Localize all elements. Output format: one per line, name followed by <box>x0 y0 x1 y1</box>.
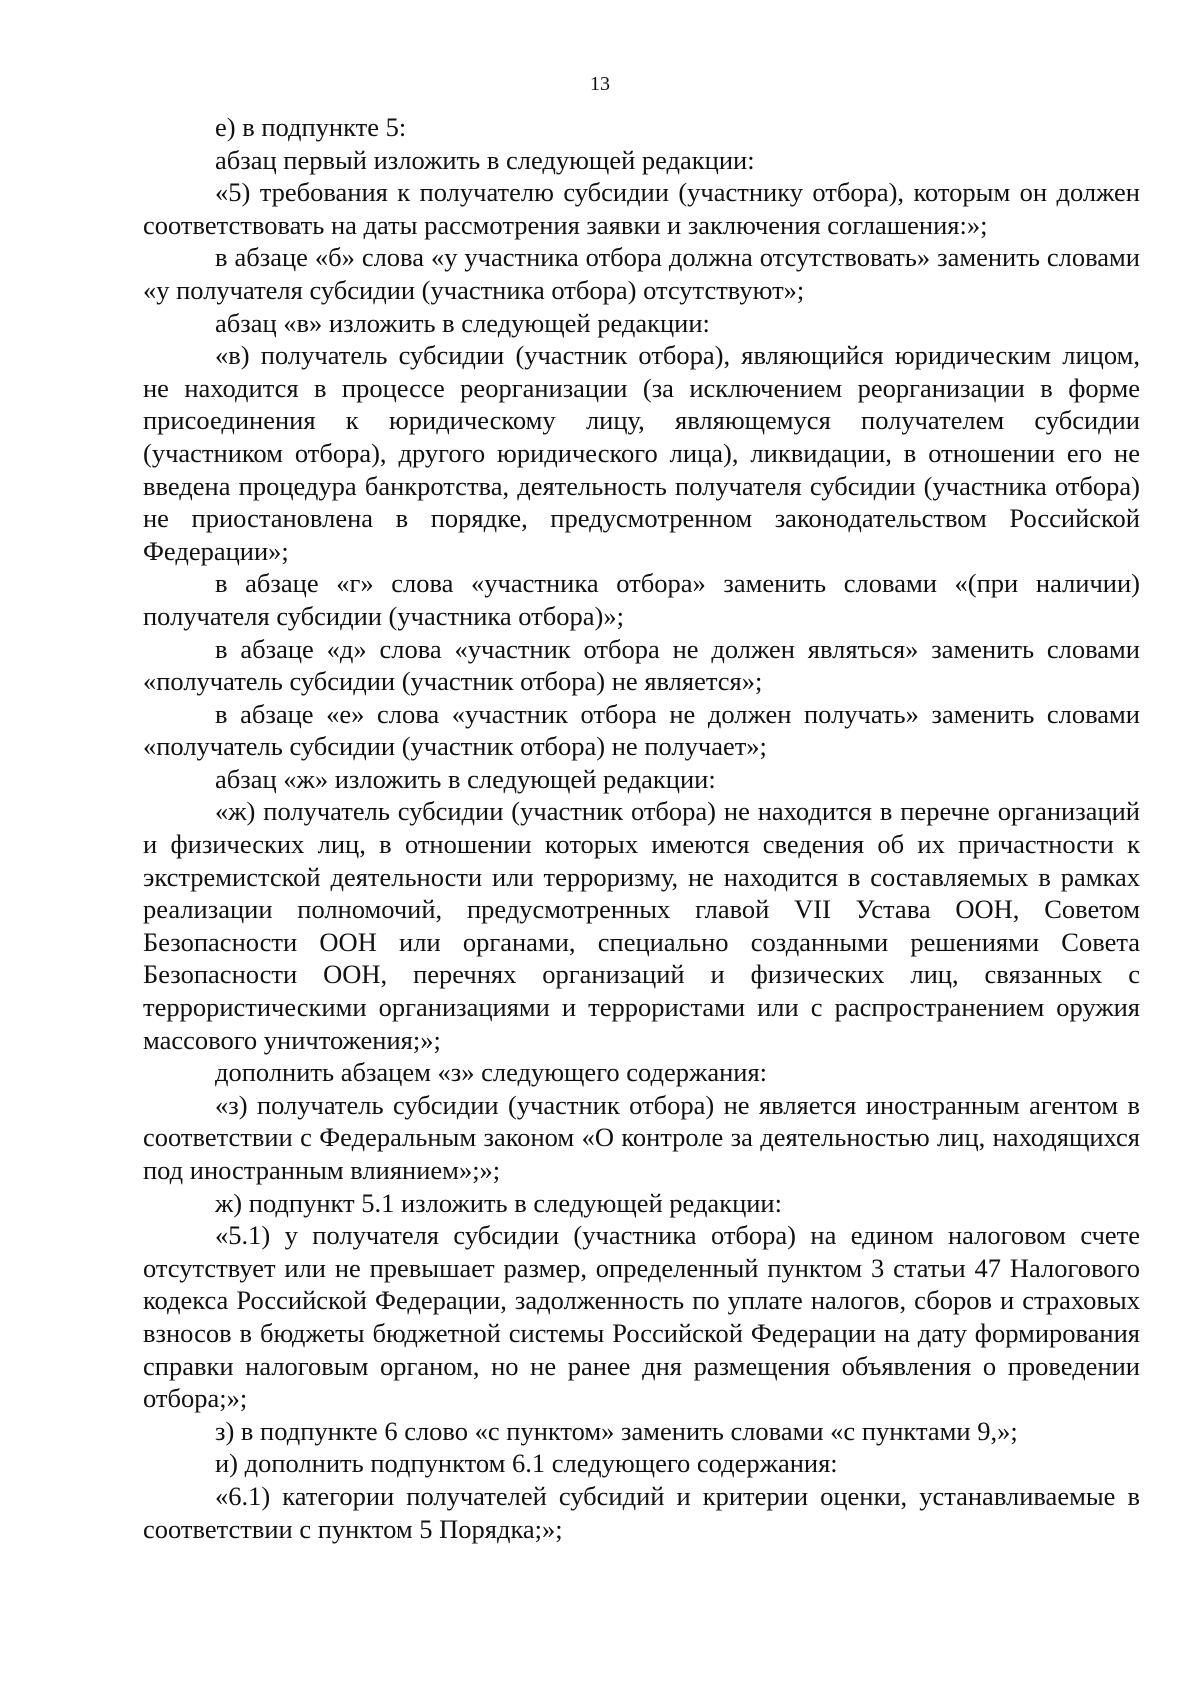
paragraph-2: абзац первый изложить в следующей редакции: <box>215 144 755 175</box>
paragraph-15: «5.1) у получателя субсидии (участника отбора) на едином налоговом счете отсутствует или не превышает размер, определенный пунктом 3 статьи 47 Налогового кодекса Российской Федерации, задолженность по уплате налогов, сборов и страховых взносов в бюджеты бюджетной системы Российской Федерации на дату формирования справки налоговым органом, но не ранее дня размещения объявления о проведении отбора;»; <box>143 1220 1140 1414</box>
paragraph-3: «5) требования к получателю субсидии (участнику отбора), которым он должен соответствовать на даты рассмотрения заявки и заключения соглашения:»; <box>143 177 1140 240</box>
paragraph-10: абзац «ж» изложить в следующей редакции: <box>215 763 716 794</box>
paragraph-17: и) дополнить подпунктом 6.1 следующего содержания: <box>215 1448 838 1479</box>
paragraph-16: з) в подпункте 6 слово «с пунктом» заменить словами «с пунктами 9,»; <box>215 1415 1018 1446</box>
paragraph-18: «6.1) категории получателей субсидий и критерии оценки, устанавливаемые в соответствии с пунктом 5 Порядка;»; <box>143 1480 1140 1544</box>
paragraph-4: в абзаце «б» слова «у участника отбора должна отсутствовать» заменить словами «у получателя субсидии (участника отбора) отсутствуют»; <box>143 242 1140 305</box>
paragraph-12: дополнить абзацем «з» следующего содержания: <box>215 1057 768 1088</box>
paragraph-11: «ж) получатель субсидии (участник отбора) не находится в перечне организаций и физических лиц, в отношении которых имеются сведения об их причастности к экстремистской деятельности или терроризму, не находится в составляемых в рамках реализации полномочий, предусмотренных главой VII Устава ООН, Советом Безопасности ООН или органами, специально созданными решениями Совета Безопасности ООН, перечнях организаций и физических лиц, связанных с террористическими организациями и террористами или с распространением оружия массового уничтожения;»; <box>143 796 1140 1055</box>
paragraph-9: в абзаце «е» слова «участник отбора не должен получать» заменить словами «получатель субсидии (участник отбора) не получает»; <box>143 698 1140 762</box>
paragraph-13: «з) получатель субсидии (участник отбора) не является иностранным агентом в соответствии с Федеральным законом «О контроле за деятельностью лиц, находящихся под иностранным влиянием»;»; <box>143 1089 1140 1185</box>
page-number: 13 <box>590 73 610 95</box>
paragraph-6: «в) получатель субсидии (участник отбора), являющийся юридическим лицом, не находится в процессе реорганизации (за исключением реорганизации в форме присоединения к юридическому лицу, являющемуся получателем субсидии (участником отбора), другого юридического лица), ликвидации, в отношении его не введена процедура банкротства, деятельность получателя субсидии (участника отбора) не приостановлена в порядке, предусмотренном законодательством Российской Федерации»; <box>143 340 1140 566</box>
paragraph-14: ж) подпункт 5.1 изложить в следующей редакции: <box>215 1187 782 1218</box>
document-body <box>143 111 1140 1545</box>
paragraph-1: е) в подпункте 5: <box>215 112 407 142</box>
paragraph-7: в абзаце «г» слова «участника отбора» заменить словами «(при наличии) получателя субсидии (участника отбора)»; <box>143 568 1140 631</box>
paragraph-5: абзац «в» изложить в следующей редакции: <box>215 307 710 338</box>
paragraph-8: в абзаце «д» слова «участник отбора не должен являться» заменить словами «получатель субсидии (участник отбора) не является»; <box>143 633 1140 697</box>
